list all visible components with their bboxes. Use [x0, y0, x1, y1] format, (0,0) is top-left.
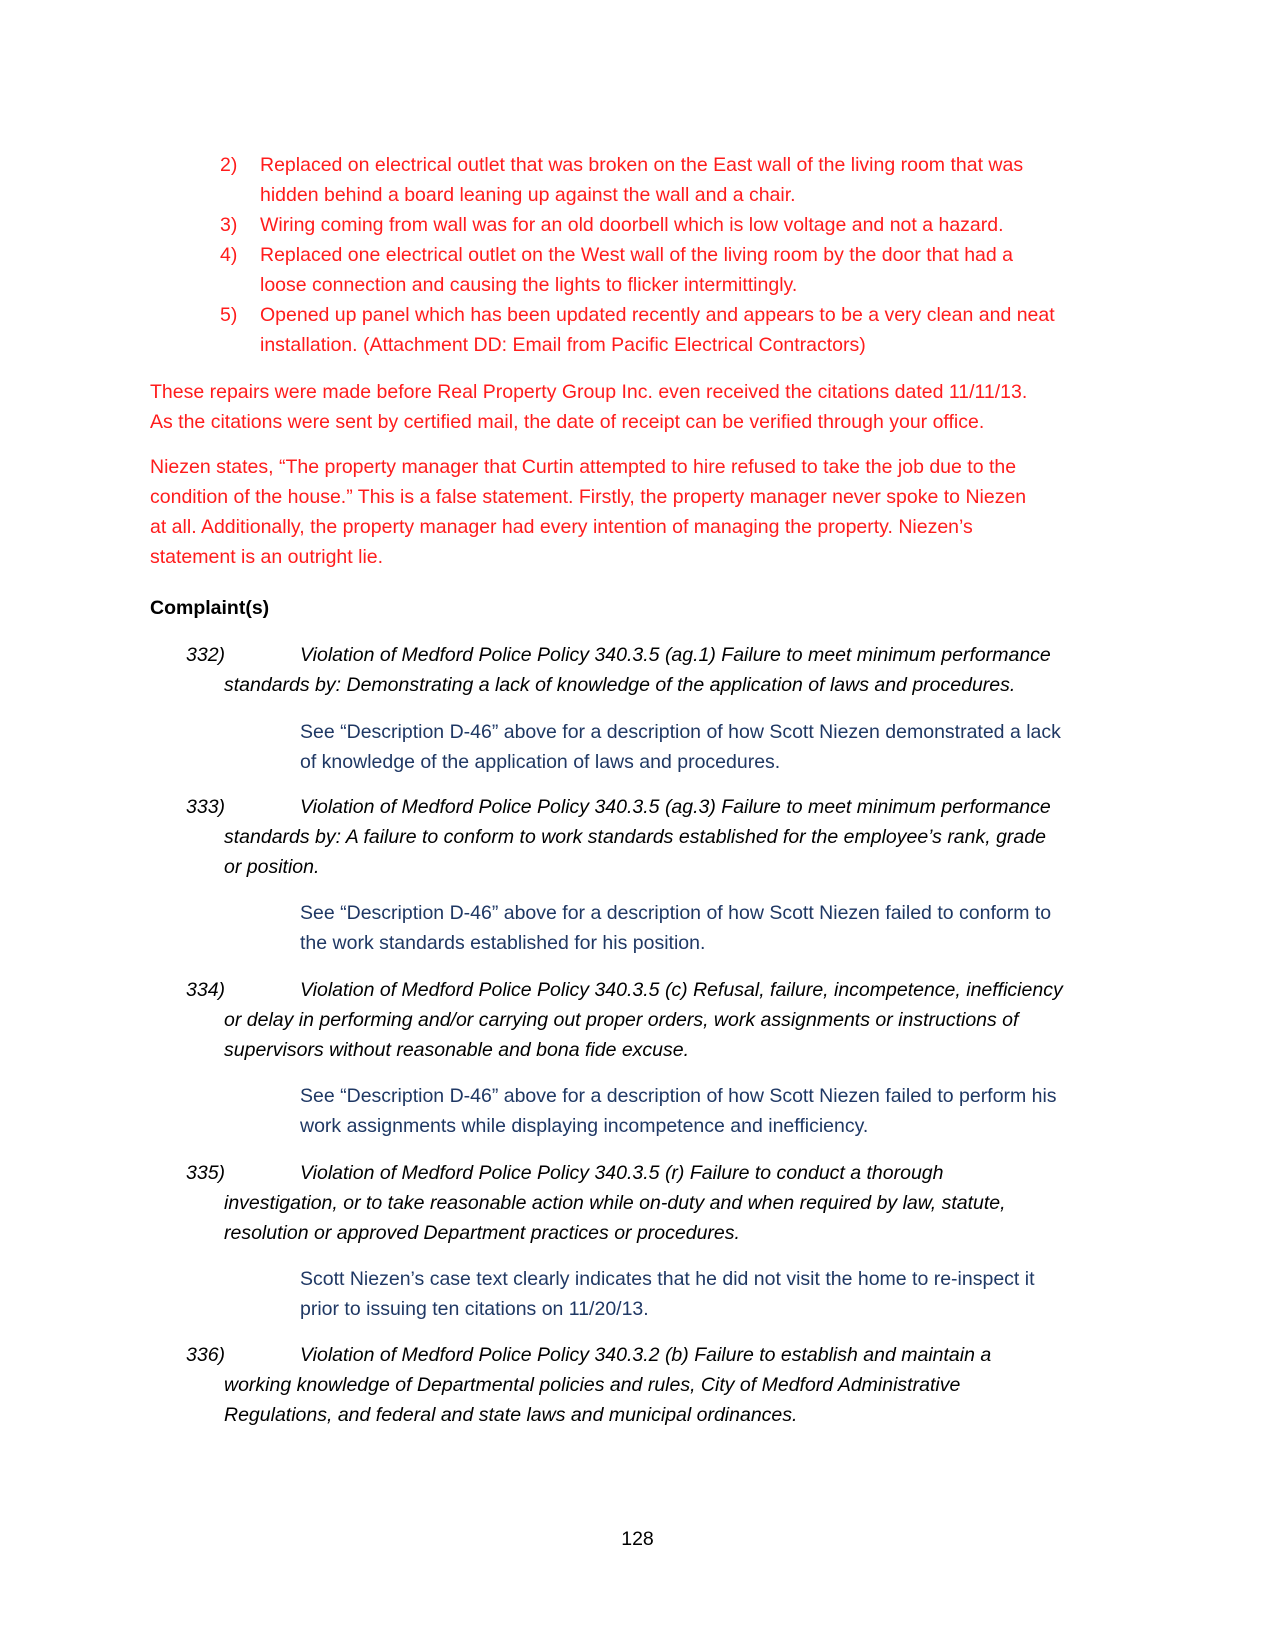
note-line: prior to issuing ten citations on 11/20/13.: [300, 1298, 649, 1320]
paragraph-line: condition of the house.” This is a false statement. Firstly, the property manager never spoke to Niezen: [150, 486, 1027, 508]
complaint-number: 334): [186, 979, 226, 1001]
paragraph-line: statement is an outright lie.: [150, 546, 384, 568]
note-line: Scott Niezen’s case text clearly indicates that he did not visit the home to re-inspect it: [300, 1268, 1035, 1290]
paragraph-line: These repairs were made before Real Property Group Inc. even received the citations dated 11/11/13.: [150, 381, 1028, 403]
complaint-text-line: Violation of Medford Police Policy 340.3.5 (r) Failure to conduct a thorough: [300, 1162, 944, 1184]
list-item-text-line: hidden behind a board leaning up against the wall and a chair.: [260, 184, 796, 206]
list-item-text-line: Wiring coming from wall was for an old doorbell which is low voltage and not a hazard.: [260, 214, 1004, 236]
complaint-text-line: standards by: A failure to conform to work standards established for the employee’s rank, grade: [224, 826, 1046, 848]
list-item-text-line: installation. (Attachment DD: Email from Pacific Electrical Contractors): [260, 334, 866, 356]
list-item-text-line: Replaced on electrical outlet that was broken on the East wall of the living room that was: [260, 154, 1024, 176]
complaint-item: [186, 1158, 1126, 1248]
note-line: of knowledge of the application of laws and procedures.: [300, 751, 781, 773]
complaint-text-line: Violation of Medford Police Policy 340.3.5 (c) Refusal, failure, incompetence, inefficiency: [300, 979, 1063, 1001]
list-item-number: 3): [220, 214, 238, 236]
paragraph-line: at all. Additionally, the property manager had every intention of managing the property. Niezen’s: [150, 516, 973, 538]
complaint-number: 335): [186, 1162, 226, 1184]
complaint-note: [300, 1081, 1130, 1141]
list-item-number: 5): [220, 304, 238, 326]
niezen-statement-paragraph: [150, 452, 1130, 572]
list-item: [220, 150, 1120, 210]
list-item: [220, 210, 1120, 240]
complaint-number: 333): [186, 796, 226, 818]
complaint-text-line: standards by: Demonstrating a lack of knowledge of the application of laws and procedures.: [224, 674, 1016, 696]
page-number: 128: [621, 1528, 654, 1550]
complaint-item: [186, 792, 1126, 882]
paragraph-line: As the citations were sent by certified mail, the date of receipt can be verified through your office.: [150, 411, 985, 433]
note-line: work assignments while displaying incompetence and inefficiency.: [300, 1115, 869, 1137]
complaint-item: [186, 1340, 1126, 1430]
complaint-text-line: Violation of Medford Police Policy 340.3.5 (ag.1) Failure to meet minimum performance: [300, 644, 1051, 666]
complaint-item: [186, 975, 1126, 1065]
complaint-note: [300, 898, 1130, 958]
complaint-note: [300, 1264, 1130, 1324]
note-line: See “Description D-46” above for a description of how Scott Niezen failed to perform his: [300, 1085, 1057, 1107]
complaint-text-line: working knowledge of Departmental policies and rules, City of Medford Administrative: [224, 1374, 961, 1396]
note-line: the work standards established for his position.: [300, 932, 706, 954]
list-item-text-line: loose connection and causing the lights to flicker intermittingly.: [260, 274, 798, 296]
list-item-text-line: Replaced one electrical outlet on the West wall of the living room by the door that had a: [260, 244, 1013, 266]
repairs-paragraph: [150, 377, 1130, 437]
complaint-text-line: Violation of Medford Police Policy 340.3.5 (ag.3) Failure to meet minimum performance: [300, 796, 1051, 818]
complaint-number: 336): [186, 1344, 226, 1366]
list-item: [220, 240, 1120, 300]
list-item-number: 2): [220, 154, 238, 176]
complaint-note: [300, 717, 1130, 777]
complaint-text-line: or delay in performing and/or carrying out proper orders, work assignments or instructions of: [224, 1009, 1019, 1031]
note-line: See “Description D-46” above for a description of how Scott Niezen demonstrated a lack: [300, 721, 1061, 743]
complaints-heading: Complaint(s): [150, 597, 270, 619]
repairs-list: [220, 150, 1120, 360]
complaint-item: [186, 640, 1126, 700]
complaint-text-line: supervisors without reasonable and bona fide excuse.: [224, 1039, 690, 1061]
complaint-text-line: resolution or approved Department practices or procedures.: [224, 1222, 740, 1244]
complaint-text-line: investigation, or to take reasonable action while on-duty and when required by law, statute,: [224, 1192, 1006, 1214]
complaint-text-line: Regulations, and federal and state laws and municipal ordinances.: [224, 1404, 798, 1426]
complaint-number: 332): [186, 644, 226, 666]
complaint-text-line: Violation of Medford Police Policy 340.3.2 (b) Failure to establish and maintain a: [300, 1344, 992, 1366]
note-line: See “Description D-46” above for a description of how Scott Niezen failed to conform to: [300, 902, 1052, 924]
list-item: [220, 300, 1120, 360]
list-item-text-line: Opened up panel which has been updated recently and appears to be a very clean and neat: [260, 304, 1055, 326]
list-item-number: 4): [220, 244, 238, 266]
paragraph-line: Niezen states, “The property manager that Curtin attempted to hire refused to take the job due to the: [150, 456, 1017, 478]
complaint-text-line: or position.: [224, 856, 320, 878]
